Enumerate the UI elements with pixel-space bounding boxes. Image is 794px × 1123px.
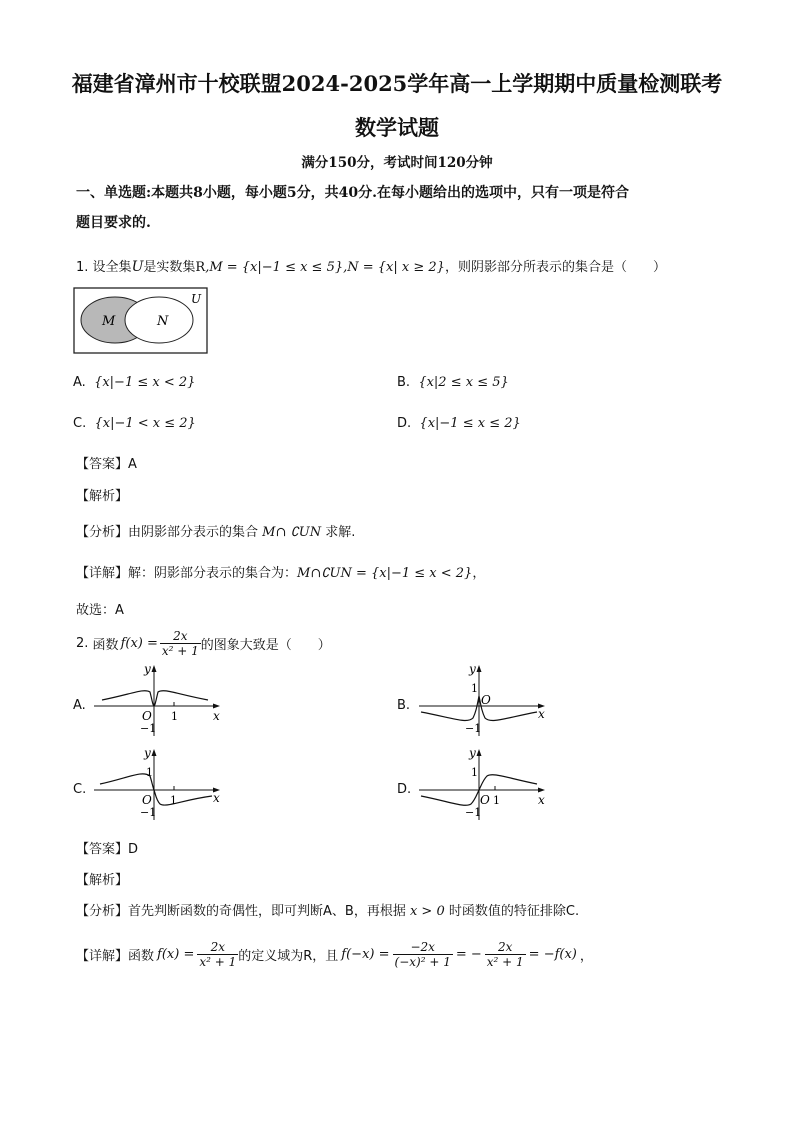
q2-number: 2. — [76, 635, 89, 651]
graph-d — [417, 744, 549, 820]
fenxi-tag: 【分析】 — [76, 525, 129, 540]
option-label: B. — [397, 375, 411, 390]
q1-answer — [76, 453, 137, 472]
q1-option-a — [73, 375, 195, 390]
frac-denominator: x² + 1 — [199, 954, 237, 969]
eq-minus: = − — [455, 946, 482, 962]
tick-neg1-label: −1 — [465, 806, 482, 819]
q1-option-b — [397, 375, 509, 390]
xiangjie-end: ， — [472, 566, 486, 581]
frac-numerator: 2x — [485, 940, 526, 955]
q1-option-c — [73, 416, 196, 431]
tick-1-label: 1 — [170, 794, 177, 807]
x-label: x — [213, 791, 220, 805]
q1-number: 1. — [76, 260, 89, 275]
xiangjie-frac-3 — [485, 940, 526, 969]
tick-1-label: 1 — [471, 682, 478, 695]
tail: ， — [579, 948, 593, 964]
venn-label-M: M — [102, 314, 116, 329]
section-heading-line1: 一、单选题:本题共8小题，每小题5分，共40分.在每小题给出的选项中，只有一项是符合 — [76, 185, 630, 201]
q2-text-1: 函数 — [92, 637, 119, 653]
tick-1-y-label: 1 — [471, 766, 478, 779]
tick-neg1-label: −1 — [140, 806, 157, 819]
option-text: {x|−1 ≤ x ≤ 2} — [419, 416, 521, 431]
q1-fenxi — [76, 521, 355, 540]
tick-1-y-label: 1 — [146, 766, 153, 779]
q1-jiexi: 【解析】 — [76, 489, 129, 504]
answer-tag: 【答案】 — [76, 842, 129, 857]
frac-denominator: x² + 1 — [161, 643, 199, 658]
xiangjie-mid: 的定义域为R，且 — [238, 948, 339, 964]
q2-answer — [76, 838, 138, 857]
option-text: {x|−1 ≤ x < 2} — [94, 375, 196, 390]
fenxi-text: 首先判断函数的奇偶性，即可判断A、B，再根据 — [128, 904, 406, 919]
y-axis-arrow — [152, 665, 157, 672]
f-neg-x: f(−x) = — [341, 946, 390, 962]
xiangjie-text: 解：阴影部分表示的集合为： — [128, 566, 298, 581]
tick-1-label: 1 — [171, 710, 178, 723]
xiangjie-fx: f(x) = — [157, 946, 195, 962]
x-label: x — [538, 793, 545, 807]
option-label: A. — [73, 375, 86, 390]
y-label: y — [144, 662, 151, 676]
curve — [102, 691, 208, 706]
fenxi-text-end: 时函数值的特征排除C. — [448, 904, 580, 919]
xiangjie-tag: 【详解】 — [76, 566, 129, 581]
tick-neg1-label: −1 — [140, 722, 157, 735]
graph-c — [92, 744, 224, 820]
graph-b — [417, 660, 549, 736]
q2-option-b-label: B. — [397, 698, 411, 713]
exam-info: 满分150分，考试时间120分钟 — [301, 155, 493, 171]
q1-text-1: 设全集 — [92, 260, 132, 275]
q1-R: R — [195, 260, 206, 275]
tick-1-label: 1 — [493, 794, 500, 807]
q1-U: U — [131, 259, 144, 275]
q2-option-d-label: D. — [397, 782, 412, 797]
q2-stem — [76, 626, 331, 660]
q2-jiexi: 【解析】 — [76, 873, 129, 888]
option-label: D. — [397, 416, 412, 431]
q1-stem — [76, 256, 666, 275]
x-label: x — [213, 709, 220, 723]
q1-guxuan: 故选：A — [76, 603, 124, 618]
answer-tag: 【答案】 — [76, 457, 129, 472]
q1-set-M: ,M = {x|−1 ≤ x ≤ 5} — [205, 260, 344, 275]
venn-diagram — [73, 287, 209, 355]
tick-neg1-label: −1 — [465, 722, 482, 735]
frac-numerator: 2x — [160, 629, 201, 644]
frac-denominator: x² + 1 — [486, 954, 524, 969]
xiangjie-math: M∩∁UN = {x|−1 ≤ x < 2} — [297, 566, 473, 581]
fenxi-math: x > 0 — [409, 904, 445, 919]
q1-text-3: ，则阴影部分所表示的集合是（ ） — [444, 260, 666, 275]
frac-denominator: (−x)² + 1 — [394, 954, 451, 969]
y-axis-arrow — [477, 749, 482, 756]
frac-numerator: 2x — [197, 940, 238, 955]
q2-fenxi — [76, 900, 579, 919]
section-heading-line2: 题目要求的. — [76, 215, 151, 231]
origin-label: O — [480, 793, 490, 807]
y-axis-arrow — [152, 749, 157, 756]
option-label: C. — [73, 416, 87, 431]
fenxi-text: 由阴影部分表示的集合 — [128, 525, 259, 540]
eq-end: = −f(x) — [528, 946, 577, 962]
frac-numerator: −2x — [393, 940, 453, 955]
page-title: 福建省漳州市十校联盟2024-2025学年高一上学期期中质量检测联考 — [71, 71, 723, 96]
xiangjie-frac-1 — [197, 940, 238, 969]
origin-label: O — [142, 709, 152, 723]
q1-xiangjie — [76, 562, 485, 581]
xiangjie-tag: 【详解】 — [76, 948, 129, 964]
q2-text-2: 的图象大致是（ ） — [200, 637, 331, 653]
y-label: y — [144, 746, 151, 760]
origin-label: O — [142, 793, 152, 807]
y-label: y — [469, 662, 476, 676]
x-label: x — [538, 707, 545, 721]
q1-option-d — [397, 416, 521, 431]
q1-set-N: ,N = {x| x ≥ 2} — [343, 260, 445, 275]
option-text: {x|2 ≤ x ≤ 5} — [418, 375, 509, 390]
answer-value: D — [128, 842, 139, 857]
answer-value: A — [128, 457, 137, 472]
xiangjie-frac-2 — [393, 940, 453, 969]
x-axis-arrow — [538, 788, 545, 793]
page-subtitle: 数学试题 — [355, 115, 439, 140]
xiangjie-text: 函数 — [128, 948, 155, 964]
q2-fraction — [160, 629, 201, 658]
venn-label-N: N — [157, 314, 169, 329]
y-label: y — [469, 746, 476, 760]
q2-fx: f(x) = — [120, 635, 158, 651]
graph-a — [92, 660, 224, 736]
option-text: {x|−1 < x ≤ 2} — [94, 416, 196, 431]
fenxi-text-end: 求解. — [325, 525, 356, 540]
q2-xiangjie — [76, 932, 593, 976]
curve — [100, 774, 212, 805]
fenxi-math: M∩ ∁UN — [262, 525, 322, 540]
fenxi-tag: 【分析】 — [76, 904, 129, 919]
origin-label: O — [481, 693, 491, 707]
x-axis-arrow — [213, 704, 220, 709]
q2-option-a-label: A. — [73, 698, 86, 713]
venn-label-U: U — [191, 292, 202, 306]
y-axis-arrow — [477, 665, 482, 672]
q1-text-2: 是实数集 — [143, 260, 196, 275]
q2-option-c-label: C. — [73, 782, 87, 797]
